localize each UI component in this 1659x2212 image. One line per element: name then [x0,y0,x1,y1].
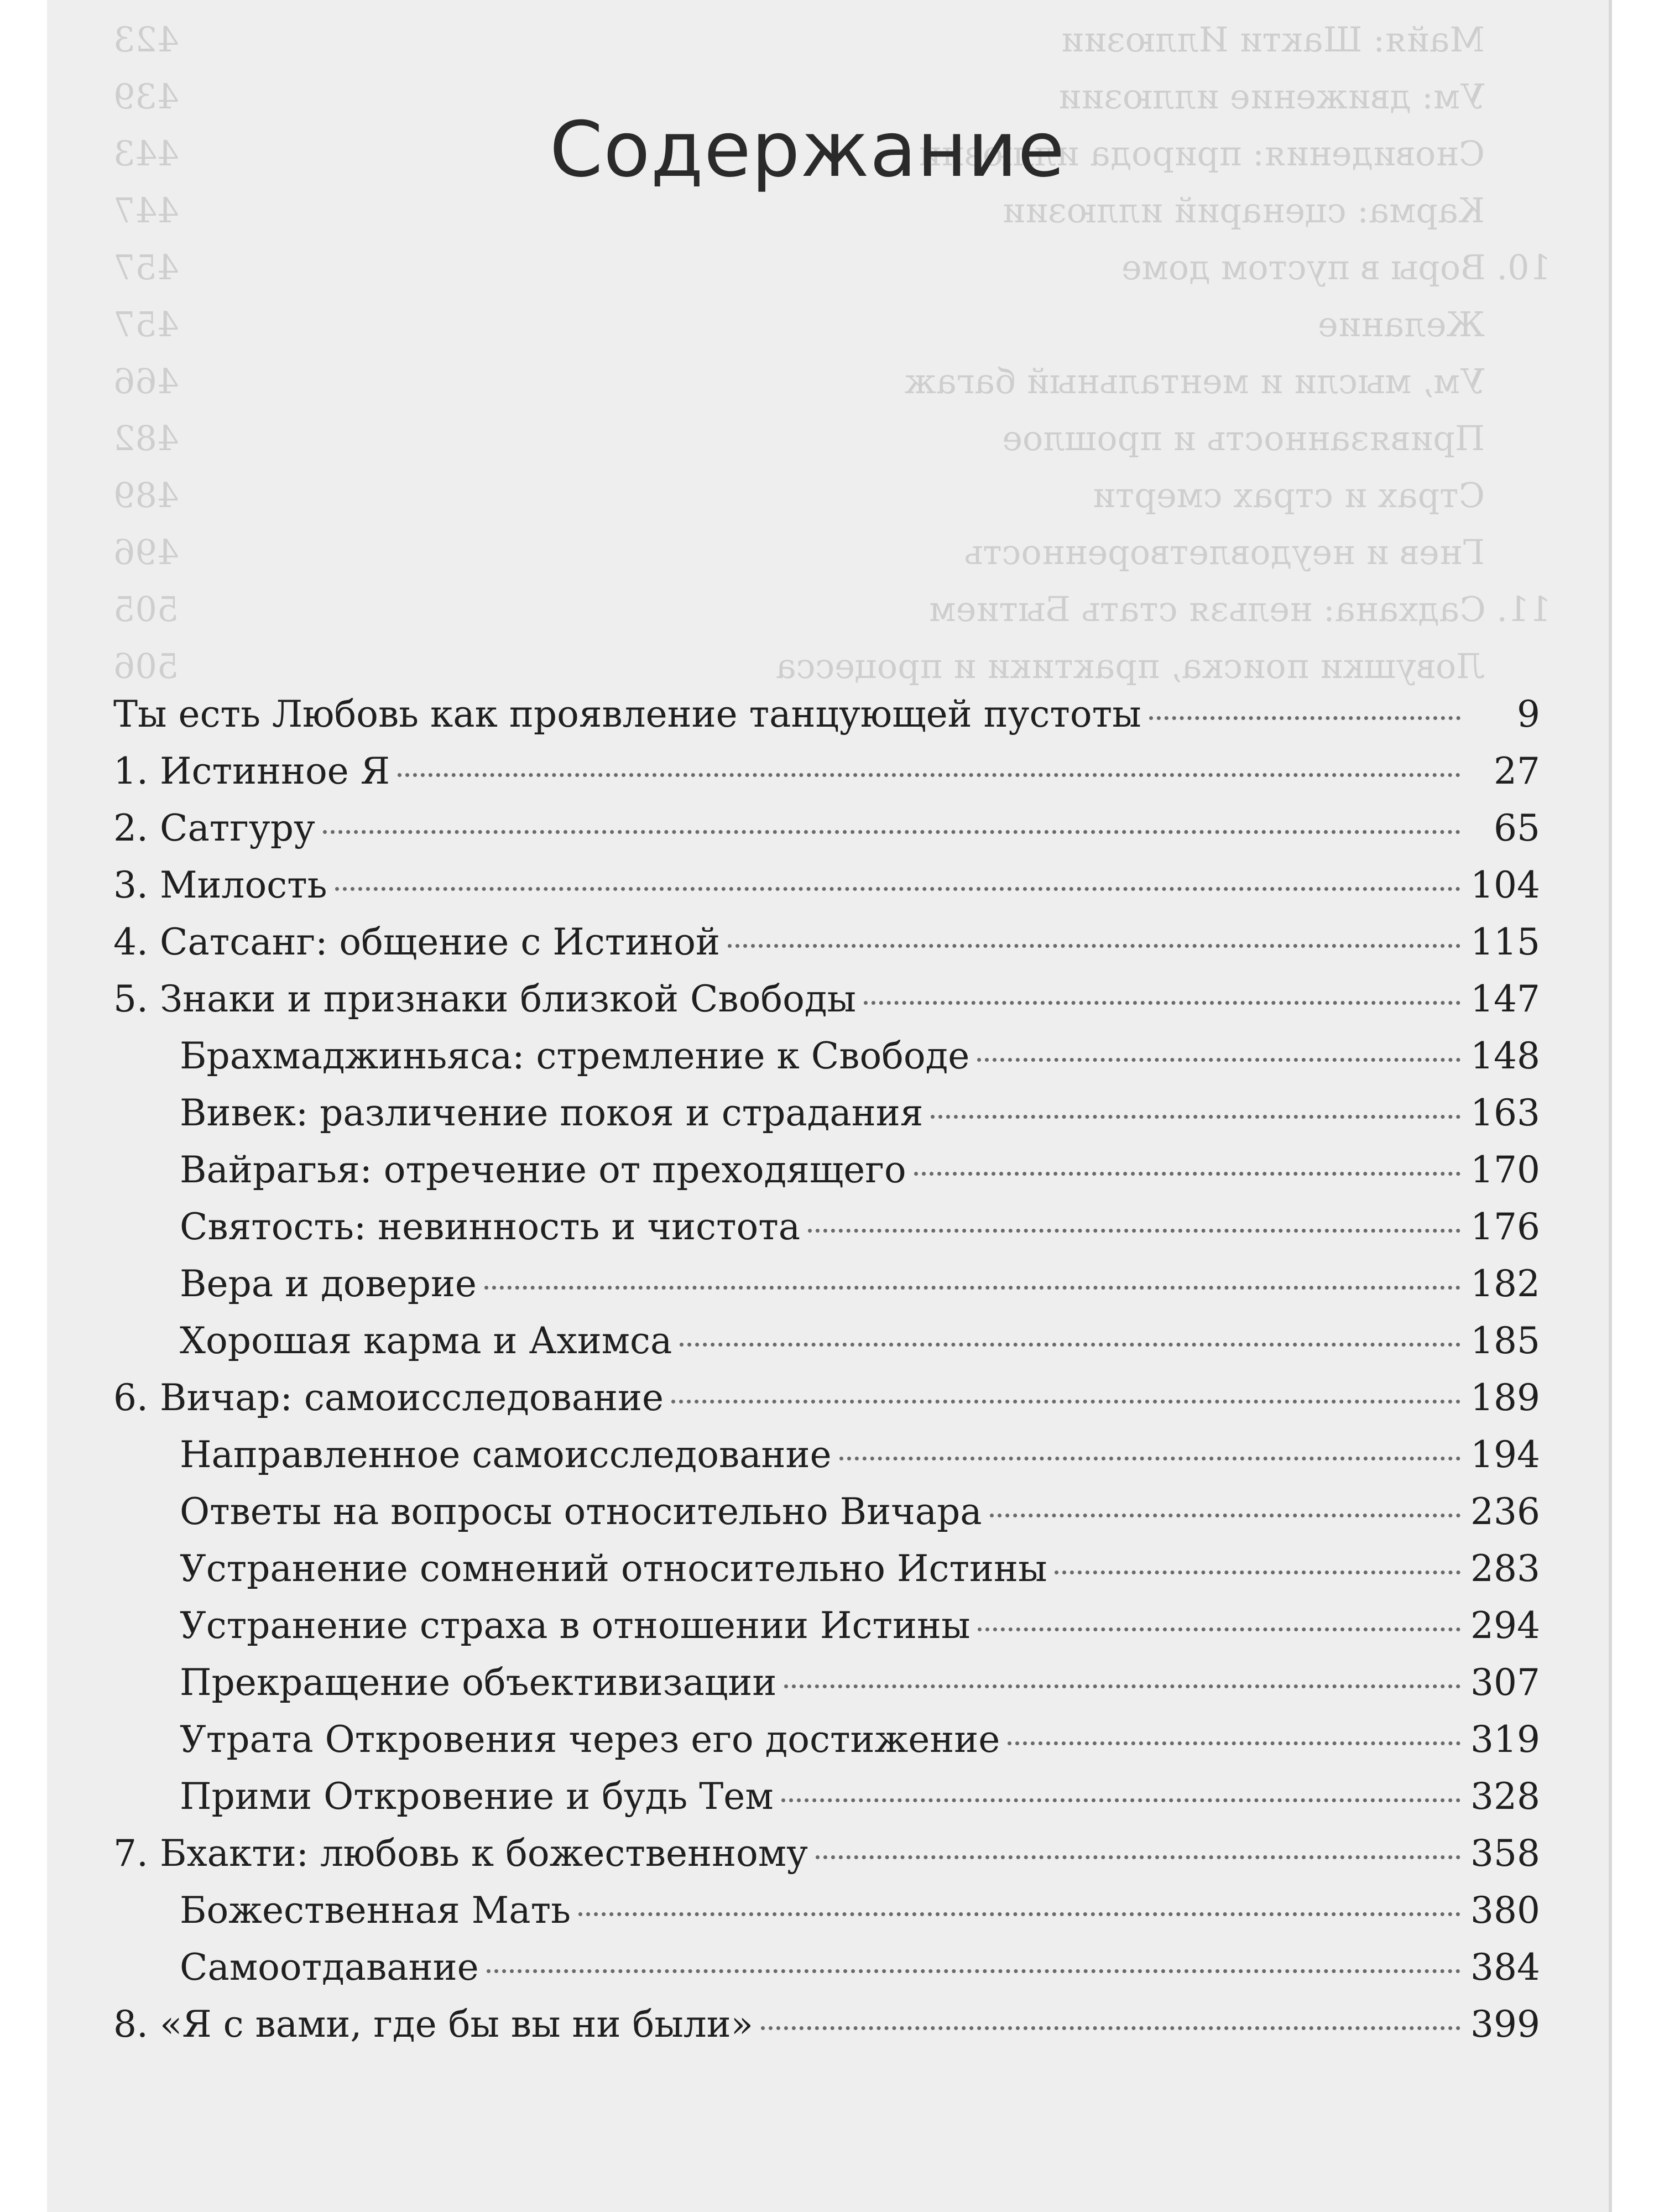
toc-subentry [113,1540,1540,1597]
toc-page-number: 307 [1470,1661,1540,1704]
toc-page-number: 182 [1470,1262,1540,1305]
toc-page-number: 176 [1470,1206,1540,1248]
toc-page-number: 163 [1470,1092,1540,1134]
show-through-title: Гнев и неудовлетворенность [964,532,1485,572]
dot-leader [784,1684,1460,1688]
show-through-title: Майя: Шакти Иллюзии [1061,19,1485,60]
toc-page-number: 148 [1470,1035,1540,1077]
show-through-page: 505 [113,589,179,629]
show-through-title: Карма: сценарий иллюзии [1002,190,1485,231]
toc-entry-title: Устранение сомнений относительно Истины [180,1547,1047,1590]
show-through-page: 506 [113,646,179,686]
show-through-title: Ум: движение иллюзии [1058,76,1485,117]
toc-page-number: 380 [1470,1889,1540,1932]
toc-page-number: 170 [1470,1149,1540,1191]
show-through-page: 423 [113,19,179,60]
dot-leader [578,1912,1460,1916]
dot-leader [839,1457,1460,1460]
dot-leader [487,1969,1460,1973]
show-through-title: 11. Садхана: нельзя стать Бытием [929,589,1551,629]
toc-page-number: 189 [1470,1376,1540,1419]
toc-entry-title: 6. Вичар: самоисследование [113,1376,664,1419]
dot-leader [931,1115,1460,1119]
toc-page-number: 104 [1470,864,1540,906]
toc-page-number: 65 [1494,807,1540,849]
toc-entry [113,1825,1540,1882]
toc-entry-title: Ответы на вопросы относительно Вичара [180,1490,982,1533]
show-through-line [113,581,1551,638]
toc-entry [113,971,1540,1027]
show-through-page: 457 [113,304,179,345]
dot-leader [484,1286,1460,1290]
toc-page-number: 27 [1494,750,1540,792]
toc-subentry [113,1312,1540,1369]
toc-subentry [113,1198,1540,1255]
toc-entry-title: 2. Сатгуру [113,807,315,849]
dot-leader [816,1855,1460,1859]
toc-page-number: 294 [1470,1604,1540,1647]
dot-leader [680,1343,1460,1347]
toc-entry [113,686,1540,743]
page-edge [1609,0,1612,2212]
dot-leader [671,1400,1460,1404]
show-through-title: Сновидения: природа иллюзии [918,133,1485,174]
dot-leader [1008,1741,1460,1745]
toc-entry-title: Святость: невинность и чистота [180,1206,801,1248]
show-through-line [113,524,1551,581]
toc-subentry [113,1882,1540,1939]
toc-subentry [113,1939,1540,1996]
show-through-title: Ум, мысли и ментальный багаж [904,361,1485,401]
toc-entry [113,914,1540,971]
toc-subentry [113,1483,1540,1540]
toc-entry-title: Вера и доверие [180,1262,477,1305]
toc-subentry [113,1255,1540,1312]
dot-leader [728,944,1460,948]
dot-leader [1055,1571,1460,1574]
toc-page-number: 147 [1470,978,1540,1020]
toc-entry-title: Вайрагья: отречение от преходящего [180,1149,906,1191]
show-through-line [113,467,1551,524]
show-through-line [113,410,1551,467]
toc-entry-title: Прими Откровение и будь Тем [180,1775,774,1818]
dot-leader [978,1627,1460,1631]
dot-leader [323,830,1460,834]
toc-page-number: 194 [1470,1433,1540,1476]
toc-entry-title: 8. «Я с вами, где бы вы ни были» [113,2003,754,2046]
dot-leader [335,887,1460,891]
toc-entry-title: Ты есть Любовь как проявление танцующей пустоты [113,693,1141,735]
dot-leader [781,1798,1460,1802]
toc-entry [113,1996,1540,2053]
table-of-contents [113,686,1540,2053]
dot-leader [808,1229,1460,1233]
toc-page-number: 384 [1470,1946,1540,1989]
show-through-line [113,353,1551,410]
toc-subentry [113,1084,1540,1141]
toc-page-number: 319 [1470,1718,1540,1761]
show-through-title: Желание [1317,304,1485,345]
toc-entry-title: Утрата Откровения через его достижение [180,1718,1000,1761]
toc-page-number: 358 [1470,1832,1540,1875]
toc-subentry [113,1768,1540,1825]
toc-entry [113,743,1540,800]
toc-subentry [113,1141,1540,1198]
toc-entry-title: 5. Знаки и признаки близкой Свободы [113,978,857,1020]
toc-page-number: 283 [1470,1547,1540,1590]
show-through-page: 447 [113,190,179,231]
toc-entry [113,800,1540,857]
show-through-page: 457 [113,247,179,288]
show-through-page: 496 [113,532,179,572]
toc-entry-title: Самоотдавание [180,1946,479,1989]
show-through-line [113,239,1551,296]
toc-page-number: 236 [1470,1490,1540,1533]
show-through-title: Страх и страх смерти [1092,475,1485,515]
toc-page-number: 115 [1470,921,1540,963]
show-through-line [113,296,1551,353]
toc-entry-title: Брахмаджиньяса: стремление к Свободе [180,1035,970,1077]
show-through-page: 482 [113,418,179,458]
toc-page-number: 185 [1470,1319,1540,1362]
show-through-title: Привязанность и прошлое [1002,418,1485,458]
toc-entry-title: Вивек: различение покоя и страдания [180,1092,924,1134]
toc-entry-title: 1. Истинное Я [113,750,390,792]
toc-subentry [113,1597,1540,1654]
show-through-title: 10. Воры в пустом доме [1121,247,1551,288]
toc-entry-title: 3. Милость [113,864,327,906]
toc-subentry [113,1711,1540,1768]
toc-subentry [113,1027,1540,1084]
dot-leader [864,1001,1460,1005]
toc-subentry [113,1426,1540,1483]
show-through-line [113,11,1551,68]
toc-page-number: 399 [1470,2003,1540,2046]
toc-entry-title: Прекращение объективизации [180,1661,777,1704]
show-through-page: 466 [113,361,179,401]
toc-entry-title: Хорошая карма и Ахимса [180,1319,672,1362]
toc-entry-title: Устранение страха в отношении Истины [180,1604,971,1647]
show-through-page: 443 [113,133,179,174]
page-title: Содержание [549,105,1066,194]
show-through-title: Ловушки поиска, практики и процесса [775,646,1485,686]
toc-entry-title: Направленное самоисследование [180,1433,832,1476]
book-page [47,0,1612,2212]
toc-entry-title: Божественная Мать [180,1889,571,1932]
toc-entry-title: 4. Сатсанг: общение с Истиной [113,921,720,963]
show-through-page: 489 [113,475,179,515]
toc-entry [113,857,1540,914]
toc-subentry [113,1654,1540,1711]
dot-leader [914,1172,1460,1176]
toc-page-number: 9 [1517,693,1540,735]
toc-entry [113,1369,1540,1426]
show-through-page: 439 [113,76,179,117]
dot-leader [977,1058,1460,1062]
toc-page-number: 328 [1470,1775,1540,1818]
dot-leader [761,2026,1460,2030]
dot-leader [398,773,1460,777]
dot-leader [1149,716,1460,720]
dot-leader [990,1514,1460,1517]
toc-entry-title: 7. Бхакти: любовь к божественному [113,1832,808,1875]
